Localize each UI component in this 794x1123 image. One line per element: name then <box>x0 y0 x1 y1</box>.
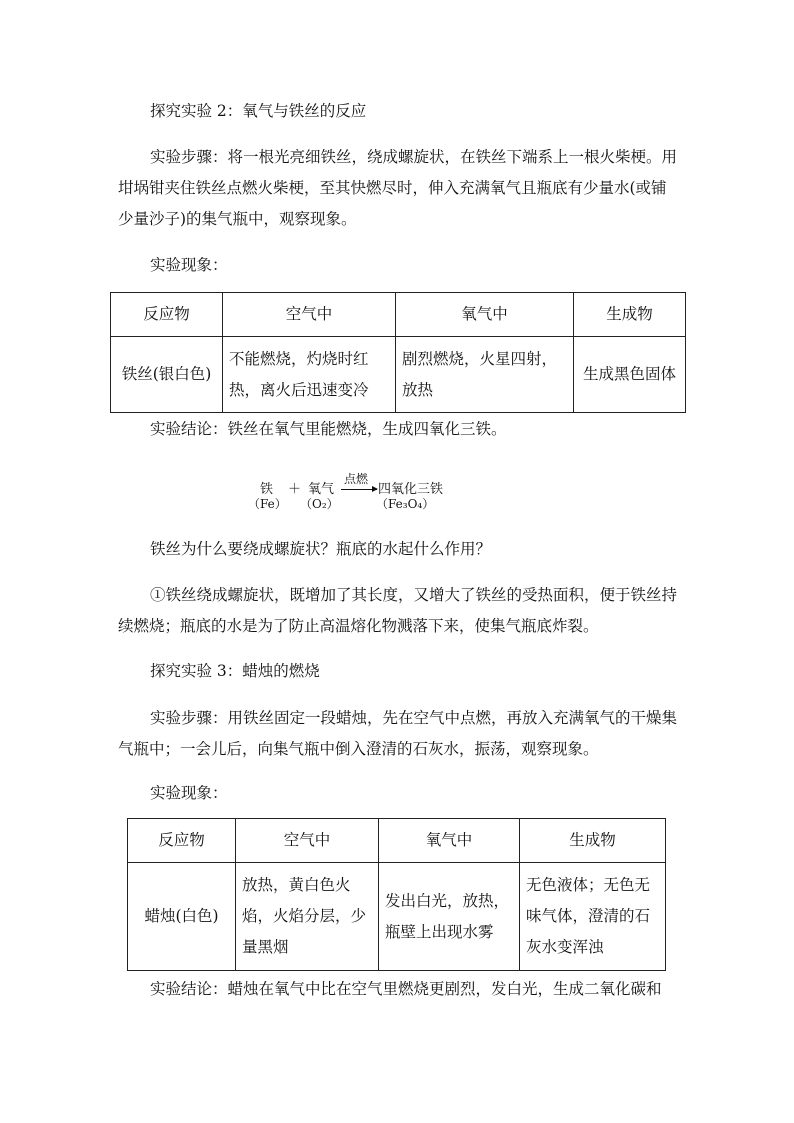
product: 四氧化三铁 <box>378 482 444 497</box>
exp3-table <box>127 818 666 971</box>
table-cell: 无色液体；无色无味气体，澄清的石灰水变浑浊 <box>520 863 666 971</box>
table-cell: 放热，黄白色火焰，火焰分层，少量黑烟 <box>236 863 379 971</box>
exp2-conclusion: 实验结论：铁丝在氧气里能燃烧，生成四氧化三铁。 <box>150 420 507 438</box>
exp2-steps: 实验步骤：将一根光亮细铁丝，绕成螺旋状，在铁丝下端系上一根火柴梗。用坩埚钳夹住铁丝点燃火柴梗，至其快燃尽时，伸入充满氧气且瓶底有少量水(或铺少量沙子)的集气瓶中，观察现象。 <box>118 148 678 228</box>
table-cell: 蜡烛(白色) <box>128 863 236 971</box>
exp3-steps: 实验步骤：用铁丝固定一段蜡烛，先在空气中点燃，再放入充满氧气的干燥集气瓶中；一会儿后，向集气瓶中倒入澄清的石灰水，振荡，观察现象。 <box>118 709 678 758</box>
table-cell: 不能燃烧，灼烧时红热，离火后迅速变冷 <box>223 337 396 413</box>
table-header: 反应物 <box>111 293 223 337</box>
table-cell: 发出白光，放热，瓶壁上出现水雾 <box>379 863 520 971</box>
exp2-phenomenon-label: 实验现象： <box>150 256 228 274</box>
table-header: 反应物 <box>128 819 236 863</box>
exp2-table <box>110 292 686 413</box>
reaction-arrow-icon <box>341 489 377 490</box>
table-header: 氧气中 <box>379 819 520 863</box>
exp2-question: 铁丝为什么要绕成螺旋状？瓶底的水起什么作用？ <box>150 540 492 558</box>
reactant-oxygen: 氧气 <box>308 482 335 497</box>
reactant-oxygen-formula: （O₂） <box>300 497 339 511</box>
table-header: 空气中 <box>236 819 379 863</box>
reactant-iron-formula: （Fe） <box>248 497 287 511</box>
table-header: 生成物 <box>520 819 666 863</box>
chemical-equation <box>248 472 478 515</box>
table-cell: 铁丝(银白色) <box>111 337 223 413</box>
reaction-condition: 点燃 <box>344 472 369 486</box>
exp3-phenomenon-label: 实验现象： <box>150 784 228 802</box>
table-cell: 生成黑色固体 <box>574 337 686 413</box>
table-header: 空气中 <box>223 293 396 337</box>
plus-sign: ＋ <box>288 482 302 497</box>
table-header: 氧气中 <box>396 293 574 337</box>
reactant-iron: 铁 <box>260 482 274 497</box>
exp3-title: 探究实验 3：蜡烛的燃烧 <box>150 662 320 680</box>
exp2-answer: ①铁丝绕成螺旋状，既增加了其长度，又增大了铁丝的受热面积，便于铁丝持续燃烧；瓶底的水是为了防止高温熔化物溅落下来，使集气瓶底炸裂。 <box>118 586 678 635</box>
table-header: 生成物 <box>574 293 686 337</box>
table-cell: 剧烈燃烧，火星四射，放热 <box>396 337 574 413</box>
product-formula: （Fe₃O₄） <box>376 497 435 511</box>
exp2-title: 探究实验 2：氧气与铁丝的反应 <box>150 102 367 120</box>
exp3-conclusion: 实验结论：蜡烛在氧气中比在空气里燃烧更剧烈，发白光，生成二氧化碳和 <box>150 980 662 998</box>
